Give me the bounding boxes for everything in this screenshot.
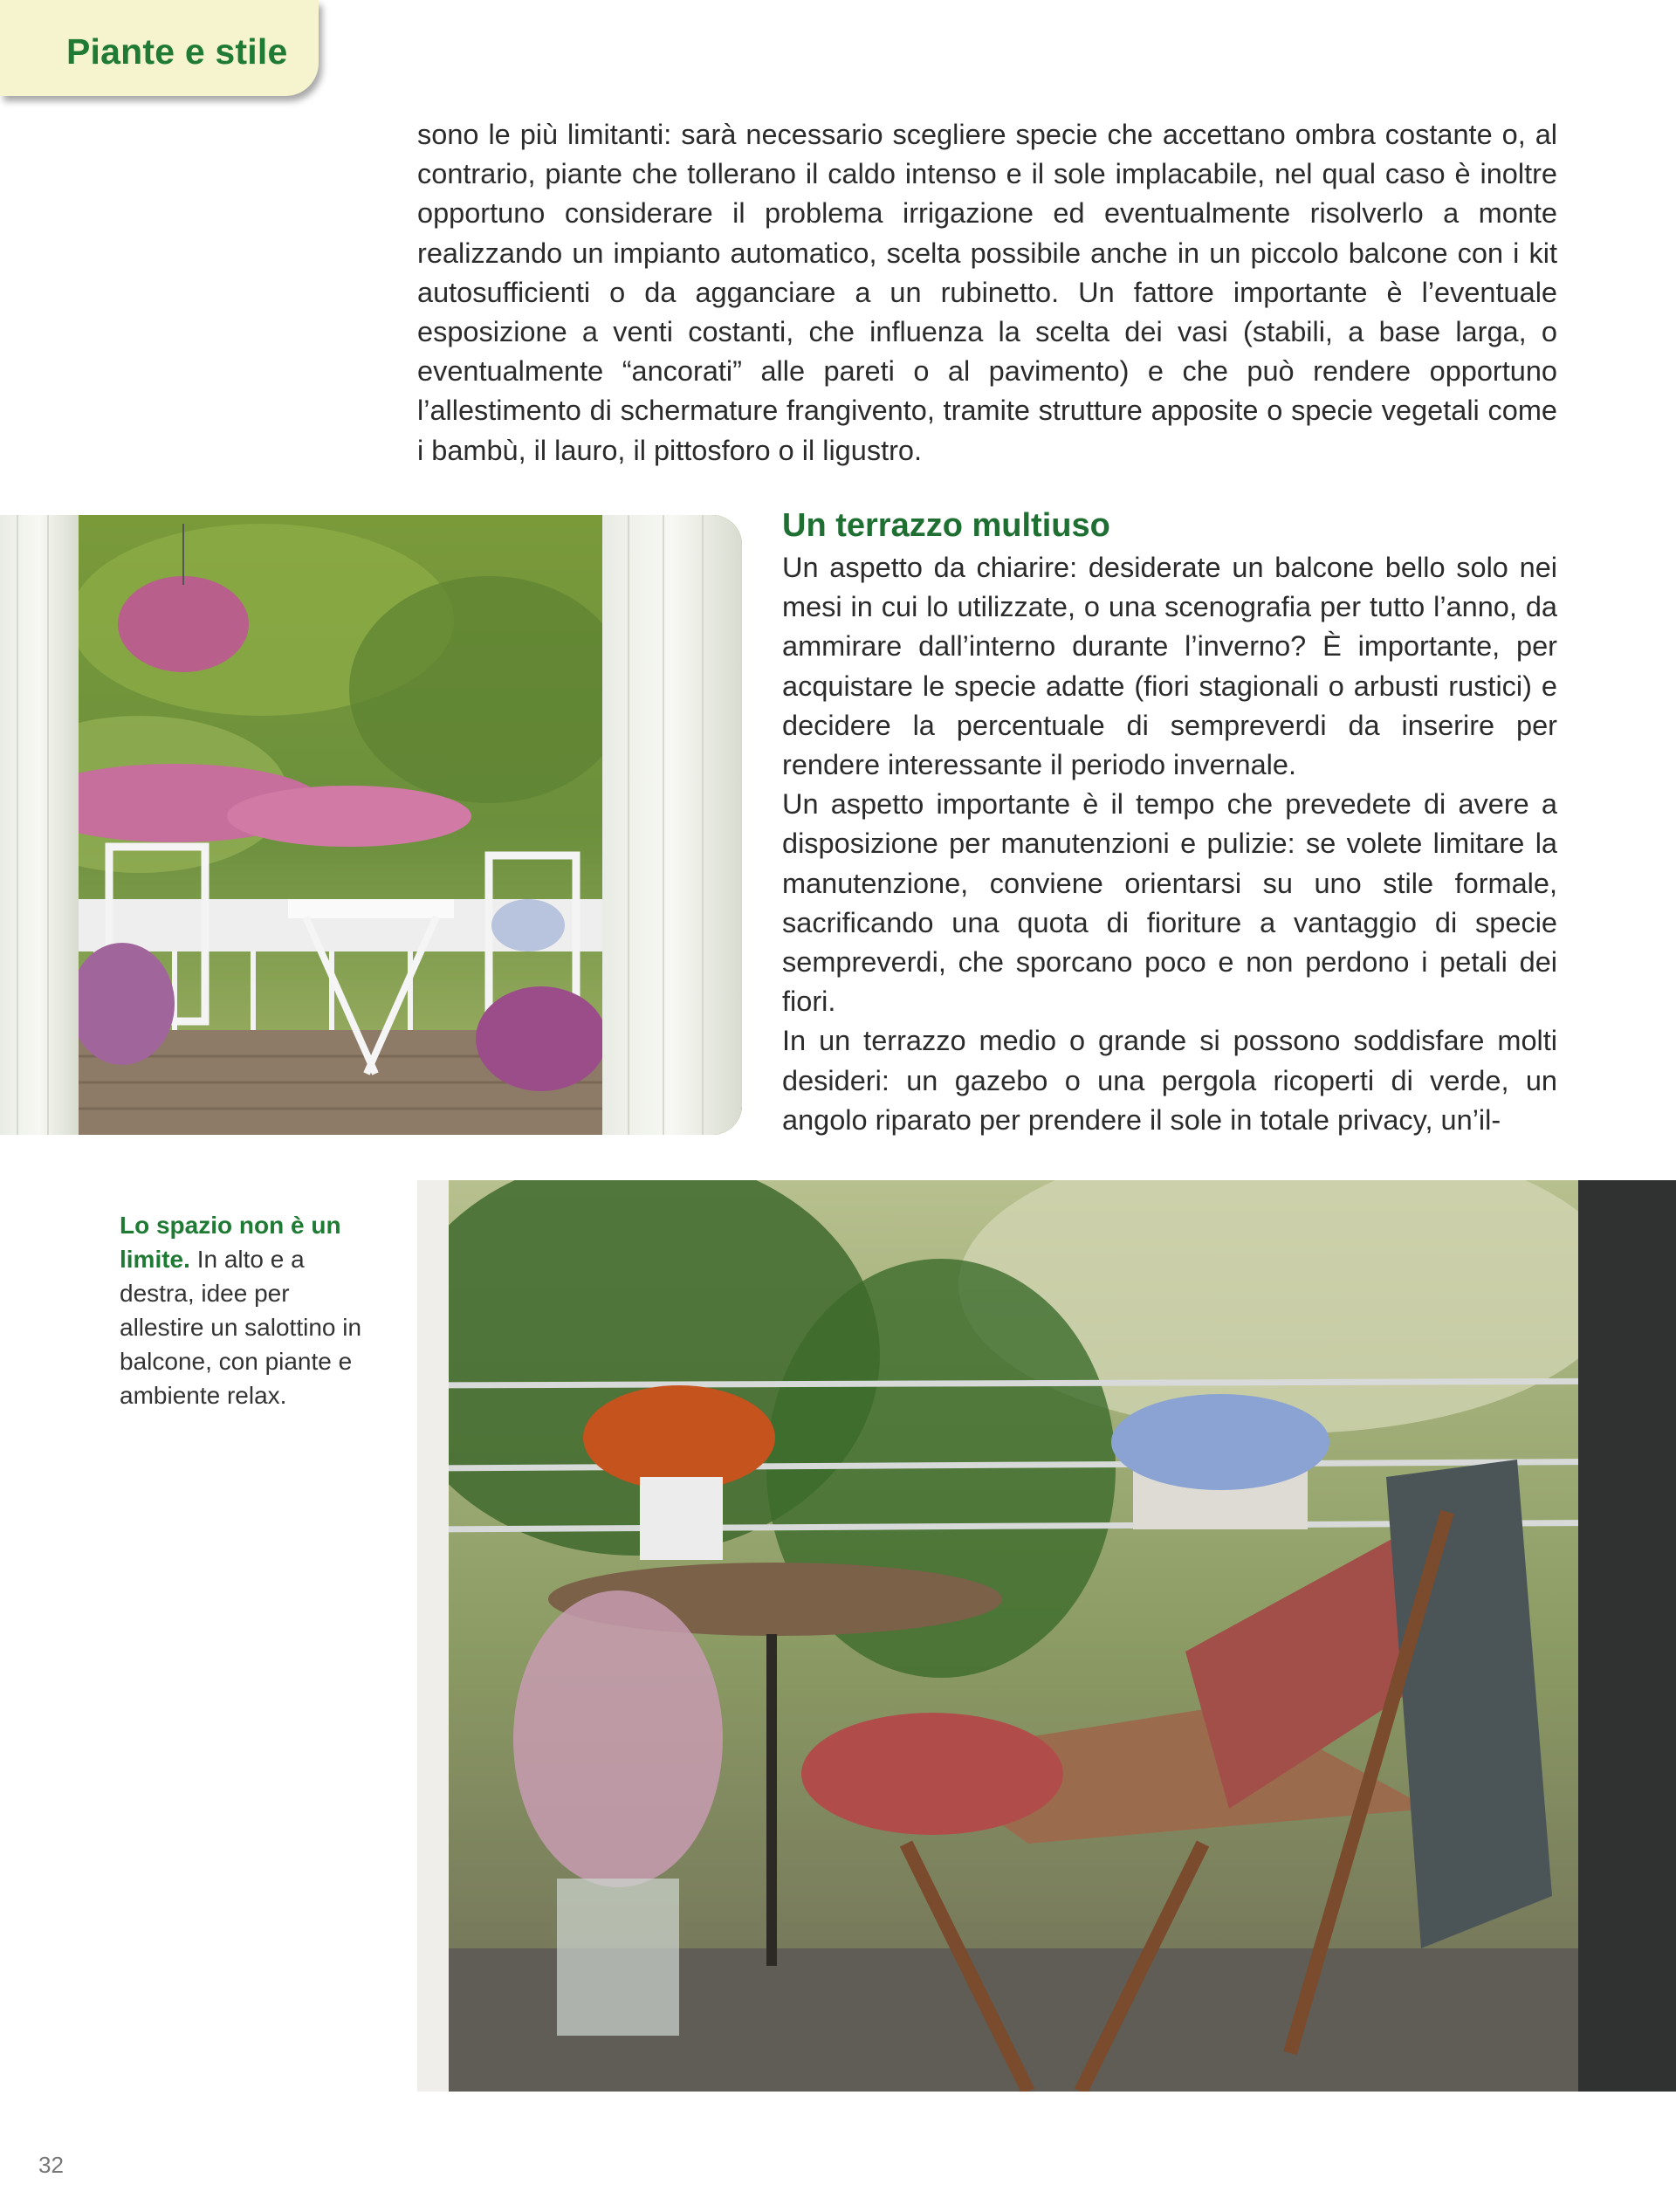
- article-paragraph: Un aspetto importante è il tempo che prevedete di avere a disposizione per manutenzioni e pulizie: se volete limitare la manutenzione, conviene orientarsi su uno stile formale, sacrificando una quota di fioriture a vantaggio di specie sempreverdi, che sporcano poco e non perdono i petali dei fiori.: [782, 788, 1557, 1018]
- page-number: 32: [38, 2152, 64, 2178]
- article-paragraph: In un terrazzo medio o grande si possono soddisfare molti desideri: un gazebo o una pergola ricoperti di verde, un angolo riparato per prendere il sole in totale privacy, un’il-: [782, 1025, 1557, 1136]
- article-paragraph: Un aspetto da chiarire: desiderate un balcone bello solo nei mesi in cui lo utilizzate, o una scenografia per tutto l’anno, da ammirare dall’interno durante l’inverno? È importante, per acquistare le specie adatte (fiori stagionali o arbusti rustici) e decidere la percentuale di sempreverdi da inserire per rendere interessante il periodo invernale.: [782, 552, 1557, 781]
- intro-text-block: [417, 115, 1557, 471]
- balcony-photo-white-furniture: [0, 515, 742, 1135]
- article-column: [782, 505, 1557, 1140]
- section-label: Piante e stile: [66, 31, 288, 72]
- section-tab: [0, 0, 319, 96]
- intro-paragraph: sono le più limitanti: sarà necessario scegliere specie che accettano ombra costante o, al contrario, piante che tollerano il caldo intenso e il sole implacabile, nel qual caso è inoltre opportuno considerare il problema irrigazione ed eventualmente risolverlo a monte realizzando un impianto automatico, scelta possibile anche in un piccolo balcone con i kit autosufficienti o da agganciare a un rubinetto. Un fattore importante è l’eventuale esposizione a venti costanti, che influenza la scelta dei vasi (stabili, a base larga, o eventualmente “ancorati” alle pareti o al pavimento) e che può rendere opportuno l’allestimento di schermature frangivento, tramite strutture apposite o specie vegetali come i bambù, il lauro, il pittosforo o il ligustro.: [417, 119, 1557, 466]
- article-heading: Un terrazzo multiuso: [782, 507, 1110, 544]
- caption-title: Lo spazio non è un limite.: [120, 1212, 341, 1273]
- caption-text: In alto e a destra, idee per allestire un salottino in balcone, con piante e ambiente relax.: [120, 1246, 362, 1409]
- photo-caption: [120, 1208, 373, 1412]
- balcony-photo-bistro-set: [417, 1180, 1676, 2092]
